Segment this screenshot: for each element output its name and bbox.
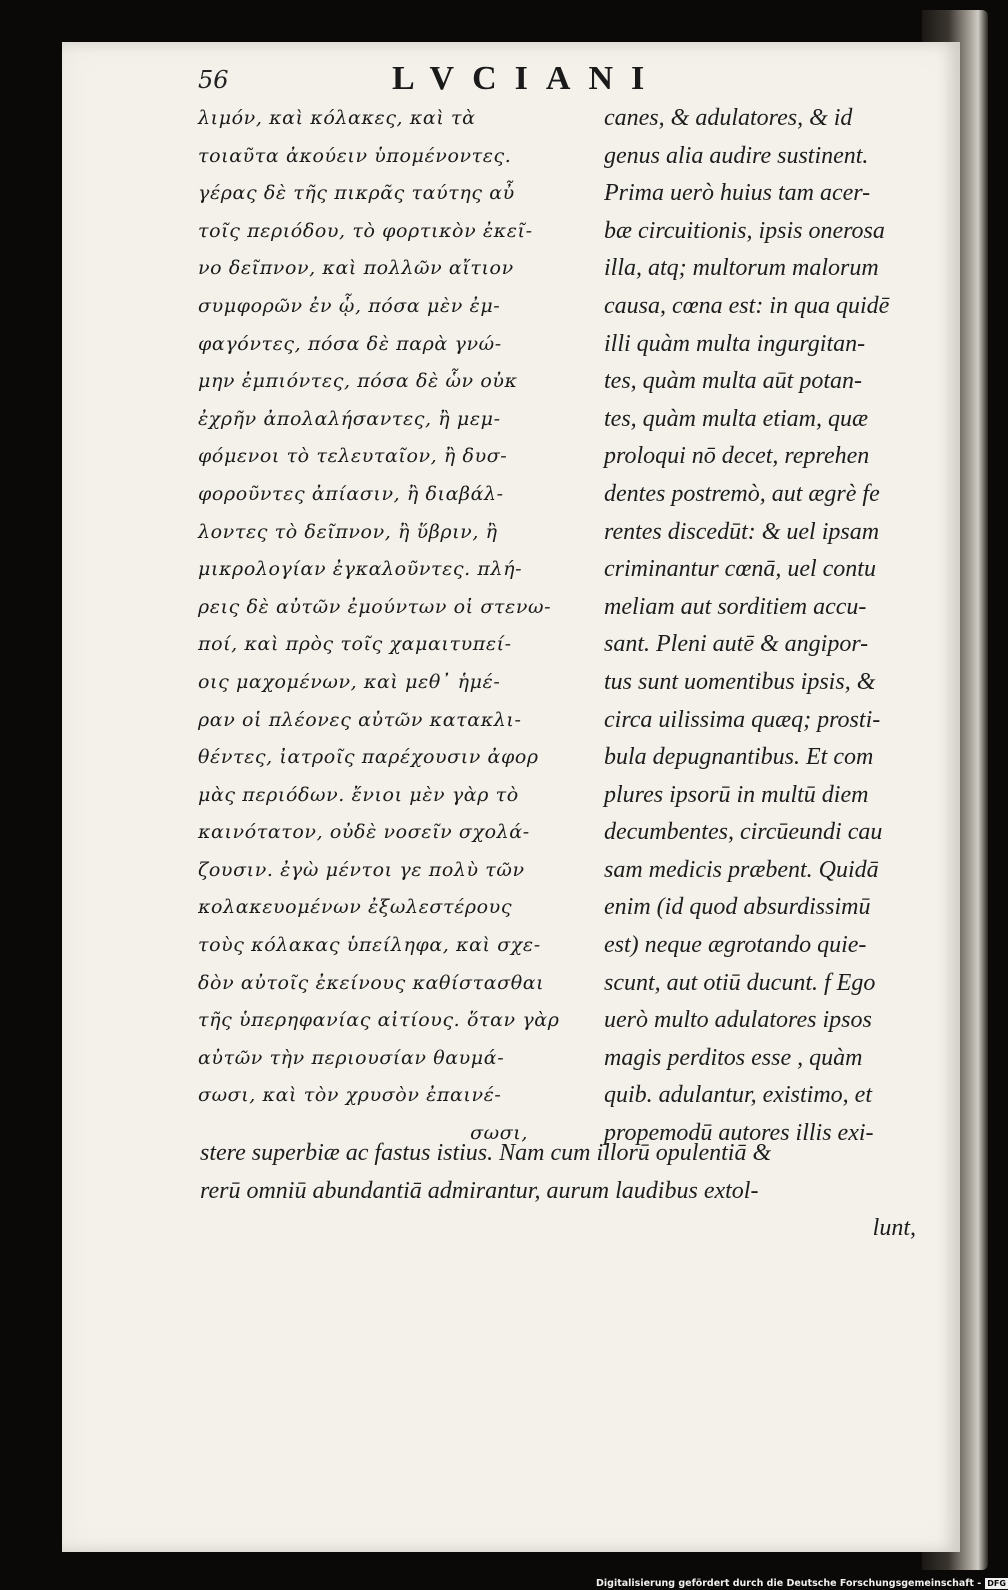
greek-text-line: αὐτῶν τὴν περιουσίαν θαυμά- [198,1046,505,1069]
greek-text-line: τοιαῦτα ἀκούειν ὑπομένοντες. [198,144,512,167]
latin-text-line: rentes discedūt: & uel ipsam [604,518,880,545]
latin-text-line: genus alia audire sustinent. [604,142,869,169]
greek-text-line: ραν οἱ πλέονες αὐτῶν κατακλι- [198,708,522,731]
latin-text-line: bula depugnantibus. Et com [604,744,874,771]
page-number: 56 [198,66,229,94]
latin-text-line: criminantur cœnā, uel contu [604,556,876,583]
latin-text-line: plures ipsorū in multū diem [604,781,869,808]
greek-text-column [198,100,560,1153]
greek-text-line: μην ἐμπιόντες, πόσα δὲ ὧν οὐκ [198,370,518,393]
latin-text-line: decumbentes, circūeundi cau [604,819,883,846]
latin-text-line: bæ circuitionis, ipsis onerosa [604,217,885,244]
latin-text-line: uerò multo adulatores ipsos [604,1007,872,1034]
greek-text-line: λοντες τὸ δεῖπνον, ἢ ὕβριν, ἢ [198,520,498,543]
latin-text-line: propemodū autores illis exi- [604,1120,874,1147]
latin-text-line: scunt, aut otiū ducunt. f Ego [604,969,876,996]
latin-text-line: illa, atq; multorum malorum [604,255,879,282]
greek-text-line: δὸν αὐτοῖς ἐκείνους καθίστασθαι [198,971,545,994]
greek-text-line: συμφορῶν ἐν ᾧ, πόσα μὲν ἐμ- [198,294,501,317]
latin-text-line: dentes postremò, aut ægrè fe [604,480,880,507]
greek-text-line: φόμενοι τὸ τελευταῖον, ἢ δυσ- [198,445,508,468]
greek-text-line: λιμόν, καὶ κόλακες, καὶ τὰ [198,107,476,129]
digitization-footer [596,1576,1008,1590]
greek-text-line: νο δεῖπνον, καὶ πολλῶν αἴτιον [198,257,514,280]
full-width-text-line: rerū omniū abundantiā admirantur, aurum laudibus extol- [200,1177,759,1204]
greek-text-line: οις μαχομένων, καὶ μεθ᾽ ἡμέ- [198,670,501,693]
running-title: LVCIANI [392,60,663,97]
latin-text-line: proloqui nō decet, reprehen [604,443,870,470]
latin-text-line: sam medicis præbent. Quidā [604,856,879,883]
greek-text-line: ἐχρῆν ἀπολαλήσαντες, ἢ μεμ- [198,407,501,430]
greek-text-line: ποί, καὶ πρὸς τοῖς χαμαιτυπεί- [198,633,512,656]
latin-text-line: Prima uerò huius tam acer- [604,180,871,207]
catchword: lunt, [872,1215,916,1242]
greek-text-line: σωσι, [470,1122,528,1145]
funding-note: Digitalisierung gefördert durch die Deutsche Forschungsgemeinschaft - [596,1577,982,1589]
latin-text-line: magis perditos esse , quàm [604,1044,863,1071]
greek-text-line: σωσι, καὶ τὸν χρυσὸν ἐπαινέ- [198,1084,502,1107]
greek-text-line: φαγόντες, πόσα δὲ παρὰ γνώ- [198,332,502,355]
greek-text-line: μὰς περιόδων. ἔνιοι μὲν γὰρ τὸ [198,783,519,806]
greek-text-line: τοὺς κόλακας ὑπείληφα, καὶ σχε- [198,934,541,957]
greek-text-line: ζουσιν. ἐγὼ μέντοι γε πολὺ τῶν [198,858,525,881]
full-width-latin-text [200,1135,920,1248]
greek-text-line: κολακευομένων ἐξωλεστέρους [198,896,513,919]
latin-text-line: canes, & adulatores, & id [604,105,853,131]
latin-text-line: est) neque ægrotando quie- [604,932,867,959]
latin-text-line: tus sunt uomentibus ipsis, & [604,668,876,695]
dfg-logo: DFG [987,1578,1006,1588]
latin-text-line: circa uilissima quæq; prosti- [604,706,881,733]
greek-text-line: γέρας δὲ τῆς πικρᾶς ταύτης αὖ [198,182,515,205]
latin-text-column [604,100,924,1153]
greek-text-line: φοροῦντες ἀπίασιν, ἢ διαβάλ- [198,482,504,505]
latin-text-line: illi quàm multa ingurgitan- [604,330,866,357]
greek-text-line: τοῖς περιόδου, τὸ φορτικὸν ἐκεῖ- [198,219,533,242]
greek-text-line: καινότατον, οὐδὲ νοσεῖν σχολά- [198,821,530,844]
latin-text-line: tes, quàm multa etiam, quæ [604,405,868,432]
full-width-text-line: stere superbiæ ac fastus istius. Nam cum illorū opulentiā & [200,1140,772,1166]
latin-text-line: causa, cœna est: in qua quidē [604,292,890,319]
latin-text-line: sant. Pleni autē & angipor- [604,631,869,658]
greek-text-line: ρεις δὲ αὐτῶν ἐμούντων οἱ στενω- [198,595,552,618]
latin-text-line: enim (id quod absurdissimū [604,894,871,921]
latin-text-line: tes, quàm multa aūt potan- [604,368,862,395]
latin-text-line: quib. adulantur, existimo, et [604,1082,872,1109]
greek-text-line: τῆς ὑπερηφανίας αἰτίους. ὅταν γὰρ [198,1009,560,1032]
greek-text-line: θέντες, ἰατροῖς παρέχουσιν ἀφορ [198,746,539,769]
latin-text-line: meliam aut sorditiem accu- [604,593,867,620]
greek-text-line: μικρολογίαν ἐγκαλοῦντες. πλή- [198,558,523,581]
